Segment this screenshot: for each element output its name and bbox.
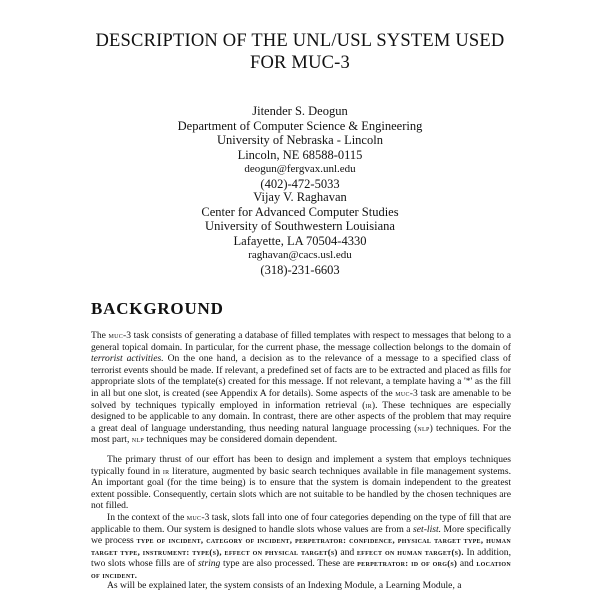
author-university: University of Nebraska - Lincoln xyxy=(217,133,383,147)
paragraph-2 xyxy=(91,454,511,512)
slot-names: effect on human target(s). xyxy=(356,546,464,557)
author-name: Jitender S. Deogun xyxy=(252,104,348,118)
acronym-muc: muc xyxy=(108,330,124,340)
text-run: As will be explained later, the system consists of an Indexing Module, a Learning Module, a xyxy=(107,580,462,591)
author-phone: (318)-231-6603 xyxy=(260,262,340,277)
text-run: More specifically we process xyxy=(91,523,511,547)
acronym-muc: muc xyxy=(395,387,410,398)
emphasis-text: string xyxy=(197,558,221,570)
paragraph-1 xyxy=(91,330,511,446)
text-run: and xyxy=(457,558,477,570)
title-line-1: DESCRIPTION OF THE UNL/USL SYSTEM USED xyxy=(95,31,505,51)
paper-title xyxy=(0,30,600,74)
author-block-deogun xyxy=(0,104,600,191)
text-run: ) techniques. For the most part, xyxy=(91,422,511,446)
text-run: In addition, two slots whose fills are of xyxy=(91,546,511,570)
text-run: ). These techniques are especially designed to be applicable to any domain. In contrast, there are other aspects of the problem that may require a great deal of language understanding, thus needing natural language processing ( xyxy=(91,399,512,434)
author-email: raghavan@cacs.usl.edu xyxy=(248,249,352,261)
acronym-nlp: nlp xyxy=(131,434,145,445)
text-run: In the context of the xyxy=(107,512,187,523)
section-heading-background: BACKGROUND xyxy=(91,299,224,318)
text-run: and xyxy=(337,546,357,558)
text-run: The primary thrust of our effort has been to design and implement a system that employs techniques typically found in xyxy=(91,454,511,477)
author-university: University of Southwestern Louisiana xyxy=(205,219,395,233)
author-address: Lafayette, LA 70504-4330 xyxy=(233,233,367,248)
paragraph-4 xyxy=(91,580,511,592)
text-run: -3 task are amenable to be solved by techniques typically employed in information retrieval ( xyxy=(91,387,511,411)
author-address: Lincoln, NE 68588-0115 xyxy=(237,147,363,162)
slot-names: type of incident, category of incident, perpetrator: confidence, physical target type, human target type, instrument: type(s), effect on physical target(s) xyxy=(91,535,511,557)
author-department: Center for Advanced Computer Studies xyxy=(201,204,399,219)
paragraph-3 xyxy=(91,512,511,582)
slot-names: location of incident. xyxy=(91,558,511,580)
author-phone: (402)-472-5033 xyxy=(260,176,340,191)
text-run: -3 task, slots fall into one of four categories depending on the type of fill that are applicable to them. Our system is designed to handle slots whose values are from a xyxy=(91,512,511,535)
acronym-ir: ir xyxy=(162,465,170,476)
acronym-muc: muc xyxy=(186,512,202,522)
slot-names: perpetrator: id of org(s) xyxy=(357,558,458,569)
emphasis-text: set-list. xyxy=(413,523,442,535)
text-run: type are also processed. These are xyxy=(220,558,358,570)
author-department: Department of Computer Science & Engineering xyxy=(177,118,423,133)
author-block-raghavan xyxy=(0,190,600,277)
text-run: On the one hand, a decision as to the relevance of a message to a specified class of terrorist events should be made. If relevant, a predefined set of facts are to be extracted and placed as fills for appropriate slots of the template(s) created for this message. If not relevant, a template having a '*' as the fill in all but one slot, is created (see Appendix A for details). Some aspects of the xyxy=(91,353,512,399)
author-name: Vijay V. Raghavan xyxy=(253,190,347,204)
text-run: The xyxy=(91,330,109,341)
emphasis-text: terrorist activities. xyxy=(91,353,164,365)
text-run: -3 task consists of generating a database of filled templates with respect to messages that belong to a general topical domain. In particular, for the current phase, the message collection belongs to the domain of xyxy=(91,330,511,353)
text-run: literature, augmented by basic search techniques available in file management systems. An important goal (for the time being) is to ensure that the system is domain independent to the greatest extent possible. Consequently, certain slots which are not suitable to be handled by the chosen techniques are not filled. xyxy=(91,465,512,512)
author-email: deogun@fergvax.unl.edu xyxy=(244,163,356,175)
acronym-ir: ir xyxy=(365,399,372,410)
text-run: techniques may be considered domain dependent. xyxy=(144,434,338,446)
acronym-nlp: nlp xyxy=(417,422,430,433)
title-line-2: FOR MUC-3 xyxy=(250,53,350,73)
